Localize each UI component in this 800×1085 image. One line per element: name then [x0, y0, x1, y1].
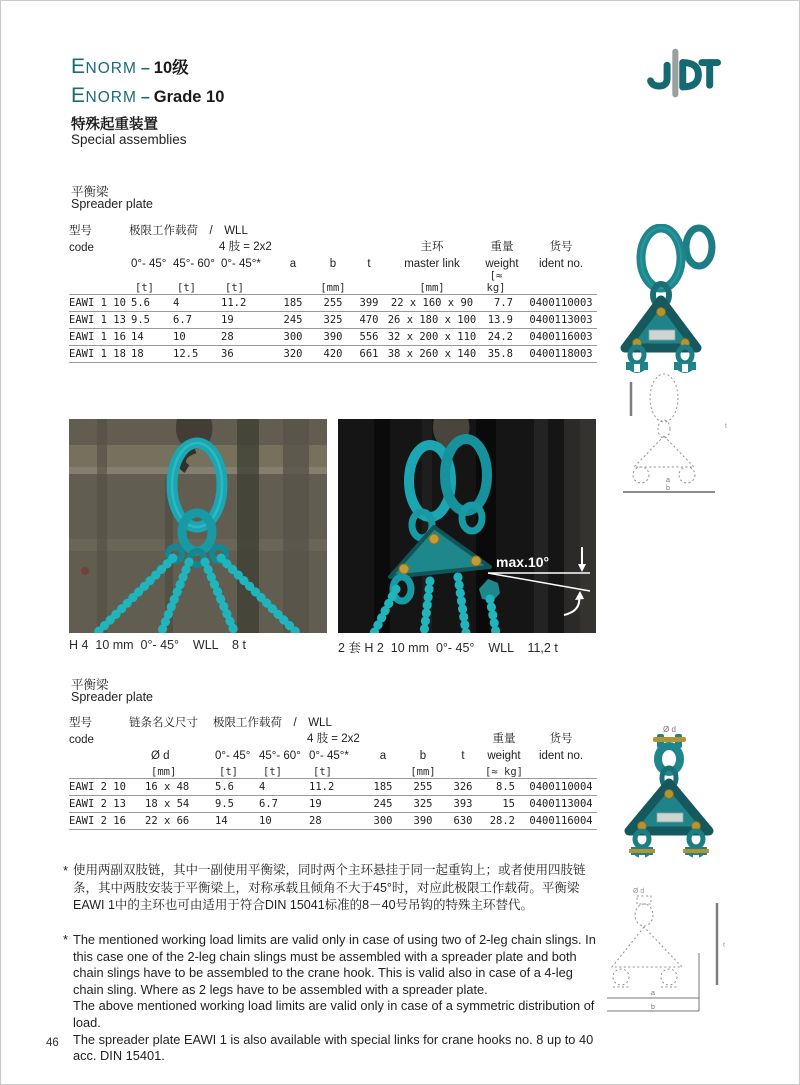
table-cell: 19 [221, 314, 234, 326]
label-plate [649, 330, 675, 340]
header-row [69, 222, 597, 238]
col-weight-en: weight [485, 258, 519, 270]
table-cell: 0400116004 [529, 815, 593, 827]
table-cell: 11.2 [309, 781, 335, 793]
table-row [69, 813, 597, 830]
unit-mm: [mm] [419, 282, 445, 294]
table-cell: 28 [221, 331, 234, 343]
table-cell: 630 [453, 815, 473, 827]
header-row [69, 714, 597, 730]
brand-line-2 [71, 82, 224, 111]
units-row [69, 762, 597, 779]
unit-t: [t] [263, 766, 282, 778]
table-cell: 16 x 48 [145, 781, 190, 793]
table-cell: 9.5 [215, 798, 234, 810]
table-cell: 300 [373, 815, 393, 827]
svg-text:t: t [725, 423, 727, 430]
table-cell: 0400113004 [529, 798, 593, 810]
col-wll: 极限工作载荷 / WLL [213, 717, 332, 729]
unit-t: [t] [313, 766, 332, 778]
table-cell: 22 x 66 [145, 815, 190, 827]
col-ident-zh: 货号 [549, 733, 573, 745]
table-cell: 38 x 260 x 140 [387, 348, 477, 360]
table-cell: 13.9 [487, 314, 513, 326]
table-cell: 390 [413, 815, 433, 827]
col-t: t [367, 258, 371, 270]
svg-text:a: a [666, 477, 670, 484]
svg-text:Ø d: Ø d [663, 725, 676, 734]
table-cell: 399 [359, 297, 379, 309]
header-row [69, 238, 597, 254]
table-cell: 5.6 [215, 781, 234, 793]
subsection-2-en: Spreader plate [71, 690, 154, 704]
subsection-1-en: Spreader plate [71, 197, 154, 211]
brand-name: ENORM [71, 84, 137, 107]
col-code-zh: 型号 [69, 225, 92, 237]
asterisk: * [63, 863, 69, 878]
header-row [69, 254, 597, 270]
subsection-2-zh: 平衡梁 [71, 678, 109, 692]
brand-dash: – [140, 60, 150, 77]
table-cell: 26 x 180 x 100 [387, 314, 477, 326]
table-cell: 255 [413, 781, 433, 793]
spec-table-eawi2 [69, 714, 597, 830]
footnote-en [63, 932, 603, 1065]
table-cell: 24.2 [487, 331, 513, 343]
header-row [69, 746, 597, 762]
table-cell: 28.2 [489, 815, 515, 827]
unit-kg: [≈ kg] [486, 270, 506, 294]
table-cell: 12.5 [173, 348, 199, 360]
unit-t: [t] [225, 282, 244, 294]
svg-text:Ø d: Ø d [633, 888, 645, 895]
col-masterlink-en: master link [404, 258, 460, 270]
table-cell: EAWI 1 18 [69, 348, 126, 360]
table-cell: 22 x 160 x 90 [390, 297, 474, 309]
table-cell: 185 [373, 781, 393, 793]
col-angle3: 0°- 45°* [221, 258, 261, 270]
table-cell: 36 [221, 348, 234, 360]
svg-text:a: a [651, 990, 655, 997]
table-row [69, 295, 597, 312]
dimension-drawing-eawi1 [609, 366, 739, 501]
col-b: b [329, 258, 337, 270]
col-code-en: code [69, 242, 94, 254]
footnote-en-text [73, 932, 603, 1065]
table-cell: 28 [309, 815, 322, 827]
unit-t: [t] [135, 282, 154, 294]
table-cell: 390 [323, 331, 343, 343]
unit-mm: [mm] [151, 766, 177, 778]
col-legs: 4 肢 = 2x2 [219, 241, 272, 253]
table-cell: 10 [259, 815, 272, 827]
photo-4leg-chain-sling [69, 419, 327, 633]
col-chain-zh: 链条名义尺寸 [129, 717, 198, 729]
table-cell: 8.5 [496, 781, 515, 793]
jdt-logo-icon [641, 45, 721, 101]
section-title-en: Special assemblies [71, 132, 187, 147]
brand-name: ENORM [71, 55, 137, 78]
photo-spreader-plate-sling [338, 419, 596, 633]
col-ident-zh: 货号 [549, 241, 573, 253]
brand-line-1 [71, 53, 224, 82]
spacer [363, 714, 597, 730]
table-cell: 18 [131, 348, 144, 360]
unit-t: [t] [219, 766, 238, 778]
table-cell: EAWI 2 16 [69, 815, 126, 827]
table-row [69, 779, 597, 796]
table-cell: 245 [283, 314, 303, 326]
annotation-text: max.10° [496, 554, 550, 570]
table-cell: 6.7 [173, 314, 192, 326]
footnote-en-p1: The mentioned working load limits are valid only in case of using two of 2-leg chain slings. In this case one of the 2-leg chain slings must be assembled with a spreader plate and both chain slings have to be assembled to the crane hook. This is valid also in case of a 4-leg chain sling. Where as 2 legs have to be assembled with a spreader plate. [73, 932, 596, 997]
table-cell: EAWI 1 16 [69, 331, 126, 343]
table-cell: 0400110003 [529, 297, 593, 309]
col-code-en: code [69, 734, 94, 746]
table-cell: 320 [283, 348, 303, 360]
unit-mm: [mm] [410, 766, 436, 778]
table-cell: 326 [453, 781, 473, 793]
col-weight-zh: 重量 [492, 733, 516, 745]
table-cell: 4 [259, 781, 266, 793]
svg-text:b: b [651, 1004, 655, 1011]
table-cell: EAWI 1 10 [69, 297, 126, 309]
col-weight-en: weight [487, 750, 521, 762]
table-cell: 32 x 200 x 110 [387, 331, 477, 343]
brand-grade-zh: 10级 [153, 59, 189, 77]
col-masterlink-zh: 主环 [420, 241, 444, 253]
table-row [69, 329, 597, 346]
brand-grade-en: Grade 10 [153, 88, 225, 106]
caption-left: H 4 10 mm 0°- 45° WLL 8 t [69, 638, 246, 652]
table-cell: 18 x 54 [145, 798, 190, 810]
table-cell: 5.6 [131, 297, 150, 309]
footnote-zh-text: 使用两副双肢链，其中一副使用平衡梁，同时两个主环悬挂于同一起重钩上；或者使用四肢链条，其中两肢安装于平衡梁上，对称承载且倾角不大于45°时，对应此极限工作载荷。平衡梁EAWI 1中的主环也可由适用于符合DIN 15041标准的8－40号吊钩的特殊主环替代。 [73, 863, 586, 912]
table-row [69, 796, 597, 813]
col-a: a [379, 750, 387, 762]
page-number: 46 [46, 1037, 59, 1049]
table-cell: 420 [323, 348, 343, 360]
col-t: t [461, 750, 465, 762]
table-cell: 14 [215, 815, 228, 827]
col-b: b [419, 750, 427, 762]
product-photo-eawi1 [611, 224, 731, 374]
table-row [69, 312, 597, 329]
section-title-zh: 特殊起重装置 [71, 117, 158, 133]
table-cell: EAWI 2 13 [69, 798, 126, 810]
table-cell: 10 [173, 331, 186, 343]
table-cell: 19 [309, 798, 322, 810]
unit-kg: [≈ kg] [485, 766, 523, 778]
footnote-zh [63, 862, 603, 915]
col-angle2: 45°- 60° [259, 750, 301, 762]
table-cell: 470 [359, 314, 379, 326]
table-cell: 9.5 [131, 314, 150, 326]
table-cell: 15 [502, 798, 515, 810]
table-cell: 556 [359, 331, 379, 343]
table-cell: 255 [323, 297, 343, 309]
table-cell: 35.8 [487, 348, 513, 360]
table-cell: 11.2 [221, 297, 247, 309]
table-cell: 6.7 [259, 798, 278, 810]
table-cell: 661 [359, 348, 379, 360]
col-wll: 极限工作载荷 / WLL [129, 225, 248, 237]
spec-table-eawi1 [69, 222, 597, 363]
svg-text:b: b [666, 485, 670, 492]
footnote-en-p2: The above mentioned working load limits are valid only in case of a symmetric distribution of load. [73, 998, 595, 1030]
asterisk: * [63, 932, 69, 947]
table-cell: 325 [323, 314, 343, 326]
col-ident-en: ident no. [538, 258, 584, 270]
header-row [69, 730, 597, 746]
table-cell: 0400110004 [529, 781, 593, 793]
table-cell: 185 [283, 297, 303, 309]
dimension-drawing-eawi2 [599, 883, 764, 1033]
col-angle1: 0°- 45° [131, 258, 167, 270]
unit-mm: [mm] [320, 282, 346, 294]
table-cell: 0400118003 [529, 348, 593, 360]
col-a: a [289, 258, 297, 270]
table-cell: 393 [453, 798, 473, 810]
units-row [69, 270, 597, 295]
brand-dash: – [140, 89, 150, 106]
col-ident-en: ident no. [538, 750, 584, 762]
table-cell: 245 [373, 798, 393, 810]
table-cell: 14 [131, 331, 144, 343]
col-weight-zh: 重量 [490, 241, 514, 253]
table-cell: EAWI 1 13 [69, 314, 126, 326]
table-cell: 7.7 [494, 297, 513, 309]
subsection-1-zh: 平衡梁 [71, 185, 109, 199]
brand-block [71, 53, 224, 111]
table-cell: 4 [173, 297, 180, 309]
svg-text:t: t [723, 942, 725, 949]
unit-t: [t] [177, 282, 196, 294]
table-cell: 0400116003 [529, 331, 593, 343]
table-cell: 300 [283, 331, 303, 343]
col-code-zh: 型号 [69, 717, 92, 729]
bottom-clevises [629, 831, 709, 864]
col-d: Ø d [151, 750, 170, 762]
col-angle2: 45°- 60° [173, 258, 215, 270]
product-photo-eawi2 [613, 723, 733, 873]
table-cell: 325 [413, 798, 433, 810]
spacer [273, 222, 597, 238]
table-cell: 0400113003 [529, 314, 593, 326]
col-angle1: 0°- 45° [215, 750, 251, 762]
col-angle3: 0°- 45°* [309, 750, 349, 762]
table-row [69, 346, 597, 363]
footnote-en-p3: The spreader plate EAWI 1 is also available with special links for crane hooks no. 8 up to 40 acc. DIN 15401. [73, 1031, 594, 1064]
caption-right: 2 套 H 2 10 mm 0°- 45° WLL 11,2 t [338, 641, 558, 655]
label-plate [657, 813, 683, 822]
table-cell: EAWI 2 10 [69, 781, 126, 793]
col-legs: 4 肢 = 2x2 [307, 733, 360, 745]
